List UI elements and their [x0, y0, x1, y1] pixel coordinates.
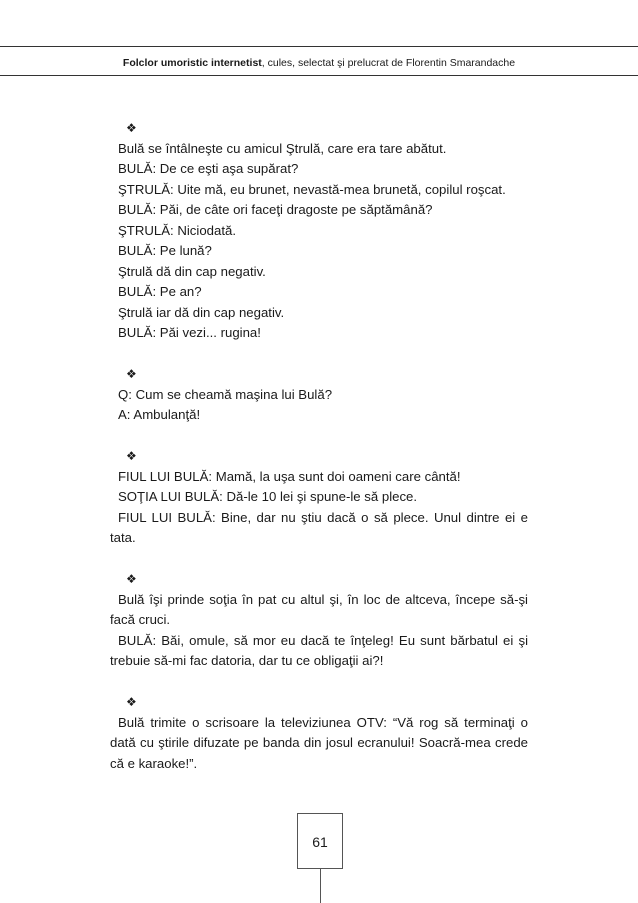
page-number: 61 [297, 813, 343, 869]
paragraph: SOŢIA LUI BULĂ: Dă-le 10 lei şi spune-le să plece. [118, 489, 418, 504]
page-body [110, 118, 528, 774]
paragraph: Ştrulă dă din cap negativ. [118, 263, 266, 279]
paragraph: BULĂ: Păi, de câte ori faceţi dragoste pe săptămână? [118, 202, 433, 217]
header-top-rule [0, 46, 638, 47]
paragraph: Bulă trimite o scrisoare la televiziunea OTV: “Vă rog să terminaţi o dată cu ştirile difuzate pe banda din josul ecranului! Soacră-mea crede că e karaoke!”. [110, 714, 528, 771]
header-bottom-rule [0, 75, 638, 76]
separator-icon: ❖ [126, 367, 137, 381]
paragraph: BULĂ: Pe lună? [118, 243, 212, 258]
paragraph: Bulă se întâlneşte cu amicul Ştrulă, care era tare abătut. [118, 140, 447, 156]
paragraph: A: Ambulanţă! [118, 407, 201, 422]
paragraph: ŞTRULĂ: Niciodată. [118, 222, 236, 238]
paragraph: BULĂ: Pe an? [118, 284, 202, 299]
paragraph: BULĂ: Băi, omule, să mor eu dacă te înţeleg! Eu sunt bărbatul ei şi trebuie să-mi fac datoria, dar tu ce obligaţii ai?! [110, 632, 528, 668]
running-header [0, 56, 638, 70]
paragraph: FIUL LUI BULĂ: Bine, dar nu ştiu dacă o să plece. Unul dintre ei e tata. [110, 509, 528, 545]
separator-icon: ❖ [126, 572, 137, 586]
header-title-bold: Folclor umoristic internetist [122, 57, 262, 69]
paragraph: BULĂ: De ce eşti aşa supărat? [118, 161, 299, 176]
separator-icon: ❖ [126, 121, 137, 135]
page-number-stem [320, 869, 321, 903]
paragraph: ŞTRULĂ: Uite mă, eu brunet, nevastă-mea brunetă, copilul roşcat. [118, 181, 506, 197]
separator-icon: ❖ [126, 695, 137, 709]
paragraph: FIUL LUI BULĂ: Mamă, la uşa sunt doi oameni care cântă! [118, 468, 461, 484]
separator-icon: ❖ [126, 449, 137, 463]
paragraph: Q: Cum se cheamă maşina lui Bulă? [118, 386, 333, 402]
paragraph: Bulă îşi prinde soţia în pat cu altul şi, în loc de altceva, începe să-şi facă cruci. [110, 591, 528, 627]
paragraph: Ştrulă iar dă din cap negativ. [118, 304, 285, 320]
header-title-rest: , cules, selectat şi prelucrat de Florentin Smarandache [261, 57, 516, 69]
paragraph: BULĂ: Păi vezi... rugina! [118, 325, 261, 340]
